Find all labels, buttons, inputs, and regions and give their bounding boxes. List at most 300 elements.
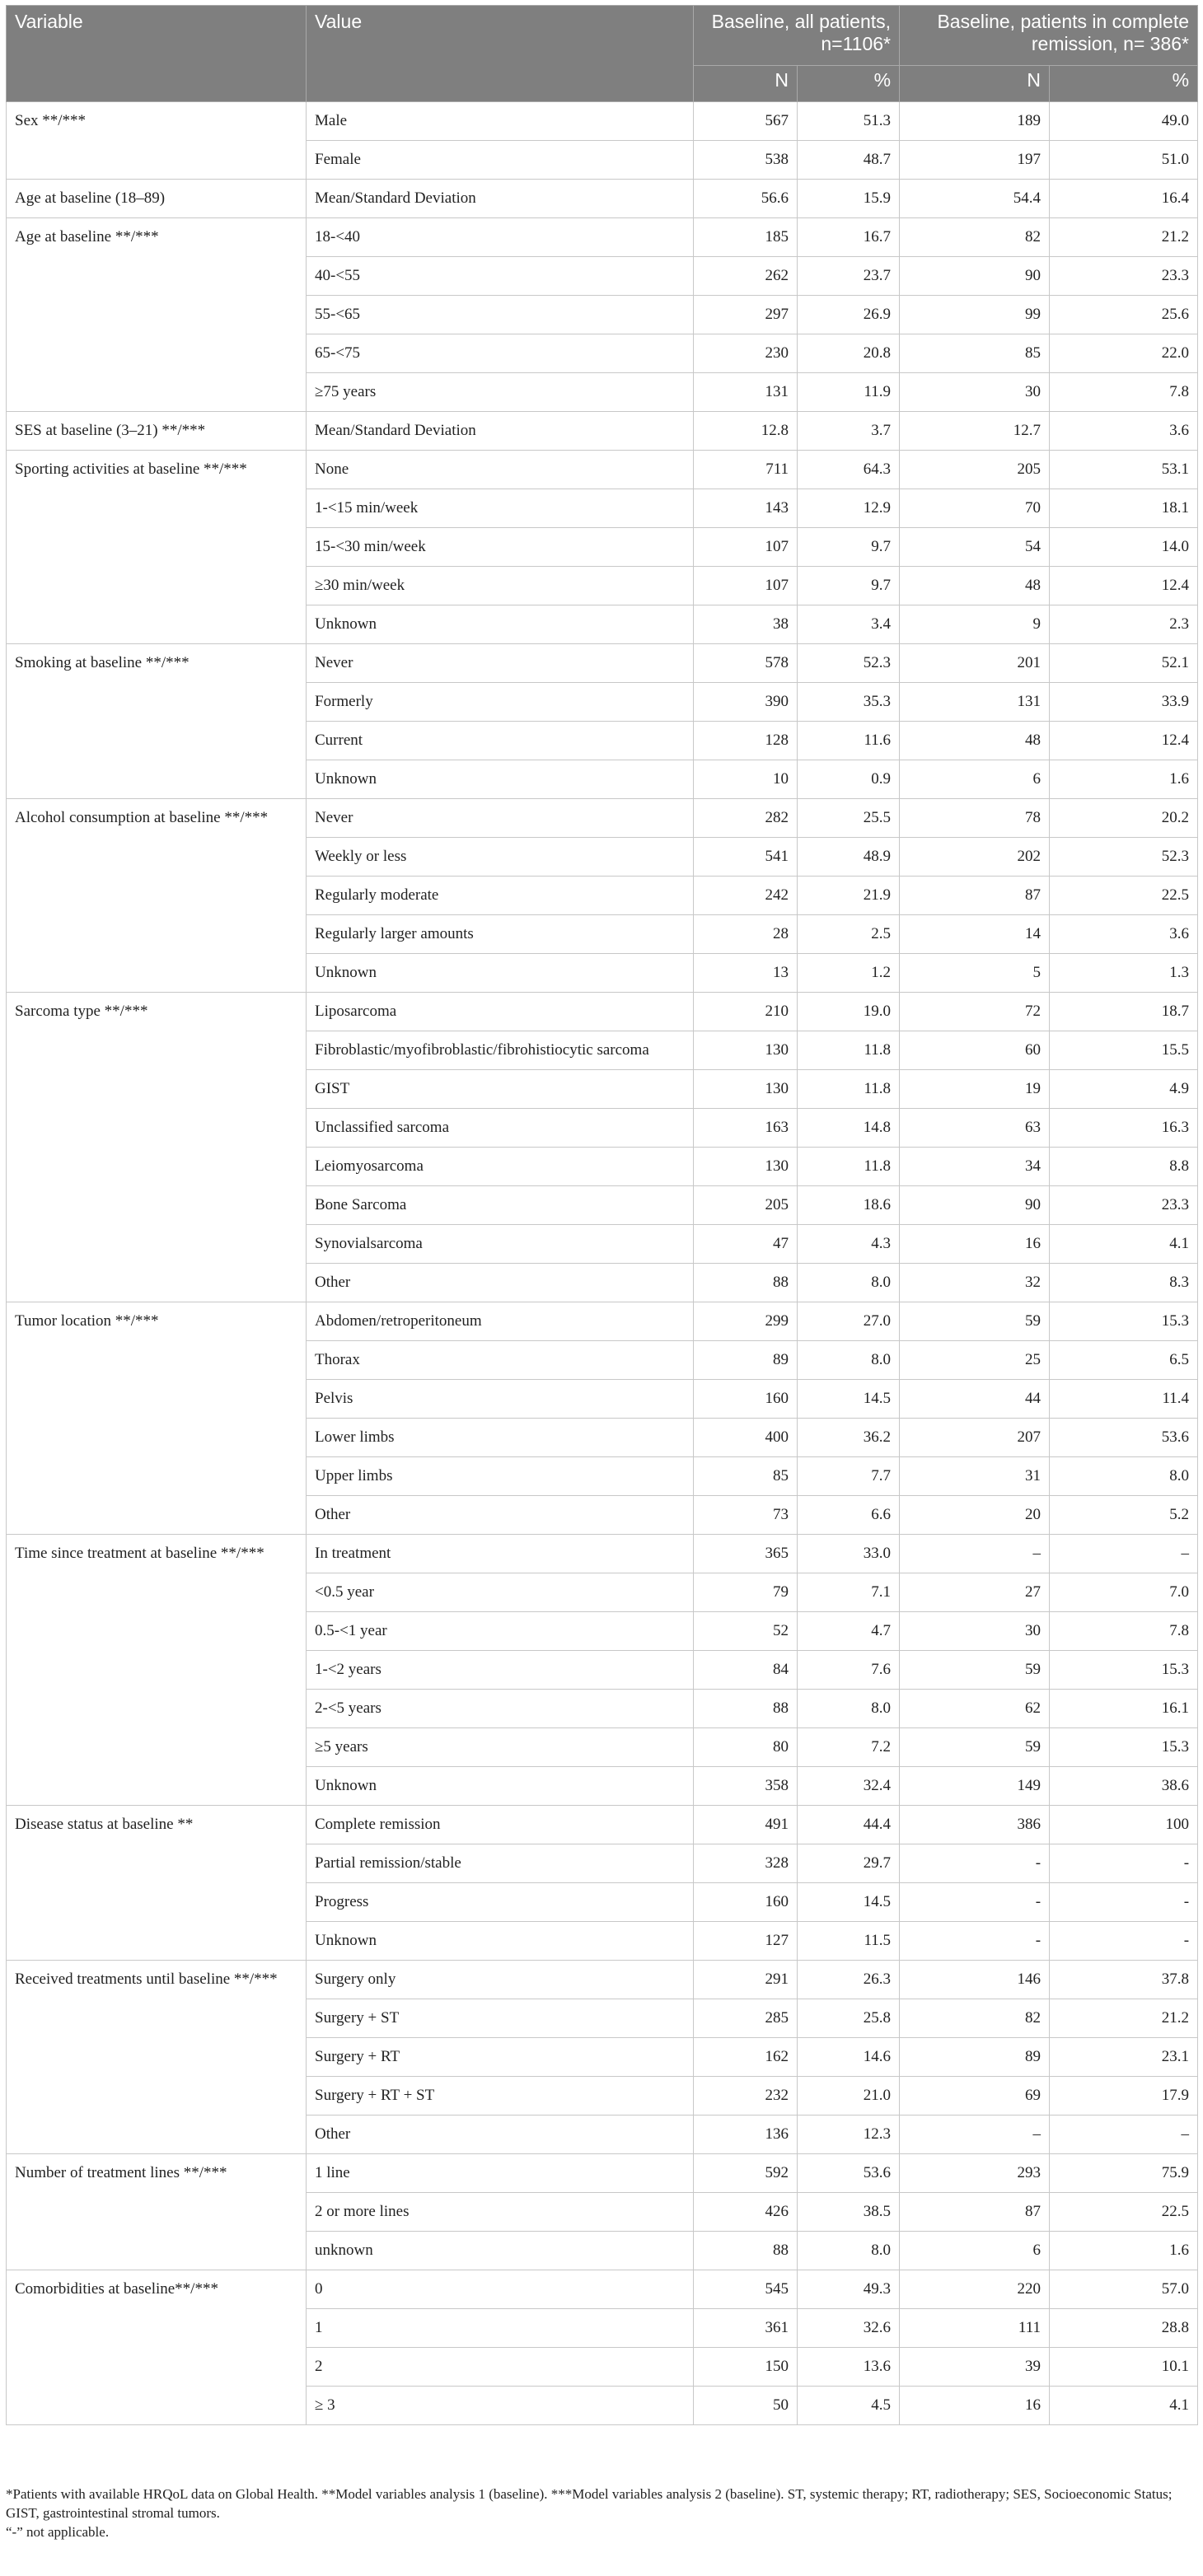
value-cell: Other — [307, 1264, 694, 1302]
n-cr-cell: 189 — [900, 102, 1050, 141]
pct-cr-cell: – — [1050, 1535, 1198, 1573]
pct-cr-cell: 3.6 — [1050, 412, 1198, 451]
pct-all-cell: 49.3 — [798, 2270, 900, 2309]
n-cr-cell: 62 — [900, 1690, 1050, 1728]
value-cell: Unknown — [307, 954, 694, 993]
n-all-cell: 578 — [694, 644, 798, 683]
pct-cr-cell: 23.3 — [1050, 1186, 1198, 1225]
pct-all-cell: 53.6 — [798, 2154, 900, 2193]
n-cr-cell: 82 — [900, 1999, 1050, 2038]
header-baseline-all: Baseline, all patients, n=1106* — [694, 6, 900, 66]
n-all-cell: 107 — [694, 528, 798, 567]
n-all-cell: 538 — [694, 141, 798, 180]
header-n-all: N — [694, 66, 798, 102]
pct-all-cell: 21.9 — [798, 877, 900, 915]
variable-cell: Age at baseline **/*** — [7, 218, 307, 412]
header-n-cr: N — [900, 66, 1050, 102]
pct-cr-cell: 10.1 — [1050, 2348, 1198, 2387]
variable-cell: Sporting activities at baseline **/*** — [7, 451, 307, 644]
n-cr-cell: 30 — [900, 373, 1050, 412]
pct-all-cell: 36.2 — [798, 1419, 900, 1457]
n-cr-cell: 99 — [900, 296, 1050, 334]
pct-cr-cell: 25.6 — [1050, 296, 1198, 334]
pct-cr-cell: 23.3 — [1050, 257, 1198, 296]
value-cell: Mean/Standard Deviation — [307, 180, 694, 218]
pct-all-cell: 7.6 — [798, 1651, 900, 1690]
value-cell: 0.5-<1 year — [307, 1612, 694, 1651]
pct-all-cell: 20.8 — [798, 334, 900, 373]
pct-cr-cell: 37.8 — [1050, 1961, 1198, 1999]
value-cell: Lower limbs — [307, 1419, 694, 1457]
pct-cr-cell: 16.4 — [1050, 180, 1198, 218]
n-cr-cell: - — [900, 1883, 1050, 1922]
table-row — [7, 1806, 1198, 1844]
n-cr-cell: 90 — [900, 1186, 1050, 1225]
header-variable: Variable — [7, 6, 307, 102]
value-cell: Female — [307, 141, 694, 180]
pct-all-cell: 4.5 — [798, 2387, 900, 2425]
value-cell: ≥75 years — [307, 373, 694, 412]
n-all-cell: 262 — [694, 257, 798, 296]
n-cr-cell: 131 — [900, 683, 1050, 722]
n-all-cell: 282 — [694, 799, 798, 838]
n-cr-cell: 16 — [900, 1225, 1050, 1264]
n-cr-cell: 14 — [900, 915, 1050, 954]
n-all-cell: 88 — [694, 1690, 798, 1728]
pct-cr-cell: 21.2 — [1050, 218, 1198, 257]
n-all-cell: 297 — [694, 296, 798, 334]
value-cell: Formerly — [307, 683, 694, 722]
table-row — [7, 1535, 1198, 1573]
value-cell: ≥5 years — [307, 1728, 694, 1767]
table-row — [7, 644, 1198, 683]
n-all-cell: 89 — [694, 1341, 798, 1380]
footnote-abbreviations: *Patients with available HRQoL data on Global Health. **Model variables analysis 1 (baseline). ***Model variables analysis 2 (baseline). ST, systemic therapy; RT, radiotherapy; SES, Socioeconomic Status; GIST, gastrointestinal stromal tumors. — [6, 2486, 1173, 2521]
n-cr-cell: 54 — [900, 528, 1050, 567]
n-all-cell: 285 — [694, 1999, 798, 2038]
n-all-cell: 185 — [694, 218, 798, 257]
value-cell: Synovialsarcoma — [307, 1225, 694, 1264]
n-all-cell: 711 — [694, 451, 798, 489]
pct-all-cell: 8.0 — [798, 2232, 900, 2270]
value-cell: Surgery only — [307, 1961, 694, 1999]
pct-all-cell: 19.0 — [798, 993, 900, 1031]
n-all-cell: 205 — [694, 1186, 798, 1225]
n-cr-cell: 16 — [900, 2387, 1050, 2425]
pct-all-cell: 23.7 — [798, 257, 900, 296]
value-cell: 15-<30 min/week — [307, 528, 694, 567]
pct-cr-cell: 15.5 — [1050, 1031, 1198, 1070]
n-all-cell: 107 — [694, 567, 798, 605]
pct-all-cell: 13.6 — [798, 2348, 900, 2387]
pct-cr-cell: 49.0 — [1050, 102, 1198, 141]
n-cr-cell: - — [900, 1922, 1050, 1961]
n-cr-cell: 30 — [900, 1612, 1050, 1651]
pct-all-cell: 8.0 — [798, 1264, 900, 1302]
pct-cr-cell: 20.2 — [1050, 799, 1198, 838]
pct-cr-cell: 12.4 — [1050, 567, 1198, 605]
table-row — [7, 218, 1198, 257]
pct-all-cell: 14.5 — [798, 1883, 900, 1922]
pct-cr-cell: 15.3 — [1050, 1728, 1198, 1767]
n-cr-cell: 48 — [900, 722, 1050, 760]
pct-cr-cell: 75.9 — [1050, 2154, 1198, 2193]
value-cell: Never — [307, 799, 694, 838]
n-cr-cell: 6 — [900, 2232, 1050, 2270]
pct-all-cell: 64.3 — [798, 451, 900, 489]
pct-cr-cell: 7.8 — [1050, 373, 1198, 412]
pct-all-cell: 32.6 — [798, 2309, 900, 2348]
value-cell: 2 — [307, 2348, 694, 2387]
pct-cr-cell: 11.4 — [1050, 1380, 1198, 1419]
value-cell: Surgery + RT — [307, 2038, 694, 2077]
table-body — [7, 102, 1198, 2425]
n-cr-cell: 60 — [900, 1031, 1050, 1070]
n-cr-cell: 27 — [900, 1573, 1050, 1612]
n-all-cell: 131 — [694, 373, 798, 412]
pct-cr-cell: - — [1050, 1922, 1198, 1961]
n-all-cell: 230 — [694, 334, 798, 373]
pct-all-cell: 3.7 — [798, 412, 900, 451]
pct-all-cell: 9.7 — [798, 567, 900, 605]
n-all-cell: 426 — [694, 2193, 798, 2232]
value-cell: None — [307, 451, 694, 489]
n-cr-cell: 149 — [900, 1767, 1050, 1806]
value-cell: Liposarcoma — [307, 993, 694, 1031]
pct-cr-cell: 33.9 — [1050, 683, 1198, 722]
value-cell: Unknown — [307, 1922, 694, 1961]
pct-cr-cell: 1.6 — [1050, 760, 1198, 799]
n-all-cell: 160 — [694, 1883, 798, 1922]
n-all-cell: 130 — [694, 1148, 798, 1186]
n-cr-cell: 78 — [900, 799, 1050, 838]
n-cr-cell: 87 — [900, 2193, 1050, 2232]
pct-all-cell: 1.2 — [798, 954, 900, 993]
pct-cr-cell: 4.9 — [1050, 1070, 1198, 1109]
n-all-cell: 400 — [694, 1419, 798, 1457]
n-all-cell: 328 — [694, 1844, 798, 1883]
pct-cr-cell: 53.1 — [1050, 451, 1198, 489]
pct-all-cell: 38.5 — [798, 2193, 900, 2232]
pct-all-cell: 0.9 — [798, 760, 900, 799]
value-cell: 40-<55 — [307, 257, 694, 296]
table-footnotes — [6, 2485, 1197, 2541]
pct-cr-cell: – — [1050, 2115, 1198, 2154]
pct-all-cell: 35.3 — [798, 683, 900, 722]
n-cr-cell: 82 — [900, 218, 1050, 257]
n-cr-cell: 201 — [900, 644, 1050, 683]
pct-cr-cell: - — [1050, 1883, 1198, 1922]
variable-cell: Comorbidities at baseline**/*** — [7, 2270, 307, 2425]
pct-all-cell: 51.3 — [798, 102, 900, 141]
variable-cell: Smoking at baseline **/*** — [7, 644, 307, 799]
n-all-cell: 299 — [694, 1302, 798, 1341]
table-header — [7, 6, 1198, 102]
pct-cr-cell: 8.3 — [1050, 1264, 1198, 1302]
n-all-cell: 73 — [694, 1496, 798, 1535]
n-cr-cell: 19 — [900, 1070, 1050, 1109]
pct-cr-cell: 100 — [1050, 1806, 1198, 1844]
n-all-cell: 128 — [694, 722, 798, 760]
n-all-cell: 365 — [694, 1535, 798, 1573]
value-cell: 18-<40 — [307, 218, 694, 257]
table-row — [7, 993, 1198, 1031]
value-cell: Pelvis — [307, 1380, 694, 1419]
table-row — [7, 451, 1198, 489]
n-cr-cell: 111 — [900, 2309, 1050, 2348]
value-cell: In treatment — [307, 1535, 694, 1573]
pct-all-cell: 21.0 — [798, 2077, 900, 2115]
pct-cr-cell: 23.1 — [1050, 2038, 1198, 2077]
pct-all-cell: 29.7 — [798, 1844, 900, 1883]
value-cell: ≥ 3 — [307, 2387, 694, 2425]
n-all-cell: 50 — [694, 2387, 798, 2425]
n-cr-cell: 89 — [900, 2038, 1050, 2077]
value-cell: Progress — [307, 1883, 694, 1922]
value-cell: Mean/Standard Deviation — [307, 412, 694, 451]
n-all-cell: 38 — [694, 605, 798, 644]
table-row — [7, 2270, 1198, 2309]
footnote-not-applicable: “-” not applicable. — [6, 2524, 110, 2540]
n-cr-cell: 85 — [900, 334, 1050, 373]
pct-all-cell: 8.0 — [798, 1690, 900, 1728]
pct-all-cell: 11.9 — [798, 373, 900, 412]
value-cell: Abdomen/retroperitoneum — [307, 1302, 694, 1341]
value-cell: Leiomyosarcoma — [307, 1148, 694, 1186]
pct-cr-cell: 17.9 — [1050, 2077, 1198, 2115]
n-all-cell: 80 — [694, 1728, 798, 1767]
n-all-cell: 592 — [694, 2154, 798, 2193]
pct-all-cell: 44.4 — [798, 1806, 900, 1844]
n-cr-cell: 87 — [900, 877, 1050, 915]
n-cr-cell: 44 — [900, 1380, 1050, 1419]
value-cell: Other — [307, 1496, 694, 1535]
value-cell: 2-<5 years — [307, 1690, 694, 1728]
pct-all-cell: 2.5 — [798, 915, 900, 954]
pct-cr-cell: 3.6 — [1050, 915, 1198, 954]
n-all-cell: 28 — [694, 915, 798, 954]
value-cell: Surgery + ST — [307, 1999, 694, 2038]
pct-all-cell: 4.7 — [798, 1612, 900, 1651]
value-cell: Current — [307, 722, 694, 760]
n-cr-cell: 202 — [900, 838, 1050, 877]
n-all-cell: 160 — [694, 1380, 798, 1419]
pct-cr-cell: 2.3 — [1050, 605, 1198, 644]
pct-all-cell: 14.8 — [798, 1109, 900, 1148]
value-cell: 1-<2 years — [307, 1651, 694, 1690]
pct-cr-cell: 8.8 — [1050, 1148, 1198, 1186]
n-cr-cell: 63 — [900, 1109, 1050, 1148]
pct-cr-cell: 53.6 — [1050, 1419, 1198, 1457]
pct-cr-cell: 1.6 — [1050, 2232, 1198, 2270]
pct-all-cell: 52.3 — [798, 644, 900, 683]
value-cell: 65-<75 — [307, 334, 694, 373]
value-cell: 0 — [307, 2270, 694, 2309]
n-cr-cell: 12.7 — [900, 412, 1050, 451]
n-cr-cell: 293 — [900, 2154, 1050, 2193]
value-cell: Unknown — [307, 1767, 694, 1806]
n-all-cell: 85 — [694, 1457, 798, 1496]
value-cell: Unknown — [307, 760, 694, 799]
pct-cr-cell: 22.5 — [1050, 2193, 1198, 2232]
n-all-cell: 210 — [694, 993, 798, 1031]
n-cr-cell: 20 — [900, 1496, 1050, 1535]
n-cr-cell: 5 — [900, 954, 1050, 993]
n-cr-cell: 34 — [900, 1148, 1050, 1186]
n-cr-cell: 31 — [900, 1457, 1050, 1496]
pct-cr-cell: 15.3 — [1050, 1302, 1198, 1341]
n-cr-cell: 205 — [900, 451, 1050, 489]
n-all-cell: 47 — [694, 1225, 798, 1264]
pct-cr-cell: 16.1 — [1050, 1690, 1198, 1728]
table-row — [7, 412, 1198, 451]
pct-all-cell: 12.9 — [798, 489, 900, 528]
n-cr-cell: - — [900, 1844, 1050, 1883]
table-row — [7, 1961, 1198, 1999]
value-cell: Male — [307, 102, 694, 141]
table-row — [7, 1302, 1198, 1341]
variable-cell: Received treatments until baseline **/*** — [7, 1961, 307, 2154]
pct-all-cell: 11.6 — [798, 722, 900, 760]
pct-all-cell: 15.9 — [798, 180, 900, 218]
pct-all-cell: 3.4 — [798, 605, 900, 644]
n-all-cell: 127 — [694, 1922, 798, 1961]
n-all-cell: 12.8 — [694, 412, 798, 451]
value-cell: GIST — [307, 1070, 694, 1109]
variable-cell: Disease status at baseline ** — [7, 1806, 307, 1961]
pct-all-cell: 14.5 — [798, 1380, 900, 1419]
variable-cell: Age at baseline (18–89) — [7, 180, 307, 218]
pct-all-cell: 14.6 — [798, 2038, 900, 2077]
pct-all-cell: 12.3 — [798, 2115, 900, 2154]
pct-cr-cell: 16.3 — [1050, 1109, 1198, 1148]
n-cr-cell: 197 — [900, 141, 1050, 180]
value-cell: 1-<15 min/week — [307, 489, 694, 528]
pct-all-cell: 26.3 — [798, 1961, 900, 1999]
n-cr-cell: 54.4 — [900, 180, 1050, 218]
n-cr-cell: 32 — [900, 1264, 1050, 1302]
pct-all-cell: 11.5 — [798, 1922, 900, 1961]
pct-cr-cell: 21.2 — [1050, 1999, 1198, 2038]
n-all-cell: 130 — [694, 1070, 798, 1109]
pct-cr-cell: 8.0 — [1050, 1457, 1198, 1496]
n-all-cell: 84 — [694, 1651, 798, 1690]
value-cell: Unknown — [307, 605, 694, 644]
pct-all-cell: 7.7 — [798, 1457, 900, 1496]
variable-cell: SES at baseline (3–21) **/*** — [7, 412, 307, 451]
n-cr-cell: 220 — [900, 2270, 1050, 2309]
value-cell: Surgery + RT + ST — [307, 2077, 694, 2115]
n-cr-cell: 386 — [900, 1806, 1050, 1844]
pct-all-cell: 48.7 — [798, 141, 900, 180]
n-cr-cell: 90 — [900, 257, 1050, 296]
n-all-cell: 163 — [694, 1109, 798, 1148]
pct-cr-cell: 51.0 — [1050, 141, 1198, 180]
pct-all-cell: 11.8 — [798, 1070, 900, 1109]
pct-all-cell: 33.0 — [798, 1535, 900, 1573]
pct-all-cell: 25.5 — [798, 799, 900, 838]
pct-cr-cell: 52.3 — [1050, 838, 1198, 877]
header-value: Value — [307, 6, 694, 102]
n-all-cell: 13 — [694, 954, 798, 993]
value-cell: Regularly larger amounts — [307, 915, 694, 954]
header-baseline-complete-remission: Baseline, patients in complete remission, n= 386* — [900, 6, 1198, 66]
n-cr-cell: – — [900, 2115, 1050, 2154]
pct-cr-cell: 5.2 — [1050, 1496, 1198, 1535]
n-cr-cell: 48 — [900, 567, 1050, 605]
n-all-cell: 491 — [694, 1806, 798, 1844]
value-cell: Upper limbs — [307, 1457, 694, 1496]
value-cell: 55-<65 — [307, 296, 694, 334]
value-cell: Other — [307, 2115, 694, 2154]
pct-all-cell: 4.3 — [798, 1225, 900, 1264]
table-row — [7, 180, 1198, 218]
pct-cr-cell: - — [1050, 1844, 1198, 1883]
pct-all-cell: 6.6 — [798, 1496, 900, 1535]
pct-cr-cell: 38.6 — [1050, 1767, 1198, 1806]
pct-cr-cell: 12.4 — [1050, 722, 1198, 760]
pct-cr-cell: 14.0 — [1050, 528, 1198, 567]
pct-all-cell: 18.6 — [798, 1186, 900, 1225]
pct-cr-cell: 52.1 — [1050, 644, 1198, 683]
variable-cell: Tumor location **/*** — [7, 1302, 307, 1535]
pct-cr-cell: 22.0 — [1050, 334, 1198, 373]
n-all-cell: 545 — [694, 2270, 798, 2309]
pct-all-cell: 8.0 — [798, 1341, 900, 1380]
n-cr-cell: 6 — [900, 760, 1050, 799]
value-cell: 1 — [307, 2309, 694, 2348]
n-cr-cell: 207 — [900, 1419, 1050, 1457]
pct-cr-cell: 4.1 — [1050, 1225, 1198, 1264]
n-all-cell: 88 — [694, 2232, 798, 2270]
pct-all-cell: 7.2 — [798, 1728, 900, 1767]
pct-cr-cell: 57.0 — [1050, 2270, 1198, 2309]
n-all-cell: 390 — [694, 683, 798, 722]
n-all-cell: 567 — [694, 102, 798, 141]
value-cell: <0.5 year — [307, 1573, 694, 1612]
n-all-cell: 79 — [694, 1573, 798, 1612]
header-pct-all: % — [798, 66, 900, 102]
variable-cell: Sarcoma type **/*** — [7, 993, 307, 1302]
value-cell: unknown — [307, 2232, 694, 2270]
n-cr-cell: 59 — [900, 1651, 1050, 1690]
table-row — [7, 102, 1198, 141]
variable-cell: Number of treatment lines **/*** — [7, 2154, 307, 2270]
n-cr-cell: 59 — [900, 1302, 1050, 1341]
pct-cr-cell: 6.5 — [1050, 1341, 1198, 1380]
variable-cell: Time since treatment at baseline **/*** — [7, 1535, 307, 1806]
value-cell: ≥30 min/week — [307, 567, 694, 605]
pct-cr-cell: 15.3 — [1050, 1651, 1198, 1690]
n-cr-cell: 146 — [900, 1961, 1050, 1999]
pct-cr-cell: 7.8 — [1050, 1612, 1198, 1651]
n-cr-cell: 39 — [900, 2348, 1050, 2387]
n-cr-cell: 25 — [900, 1341, 1050, 1380]
pct-cr-cell: 4.1 — [1050, 2387, 1198, 2425]
pct-all-cell: 7.1 — [798, 1573, 900, 1612]
n-all-cell: 541 — [694, 838, 798, 877]
n-cr-cell: 9 — [900, 605, 1050, 644]
n-all-cell: 291 — [694, 1961, 798, 1999]
pct-all-cell: 11.8 — [798, 1031, 900, 1070]
n-all-cell: 10 — [694, 760, 798, 799]
n-all-cell: 358 — [694, 1767, 798, 1806]
n-all-cell: 242 — [694, 877, 798, 915]
pct-all-cell: 9.7 — [798, 528, 900, 567]
n-cr-cell: 70 — [900, 489, 1050, 528]
variable-cell: Sex **/*** — [7, 102, 307, 180]
n-all-cell: 361 — [694, 2309, 798, 2348]
